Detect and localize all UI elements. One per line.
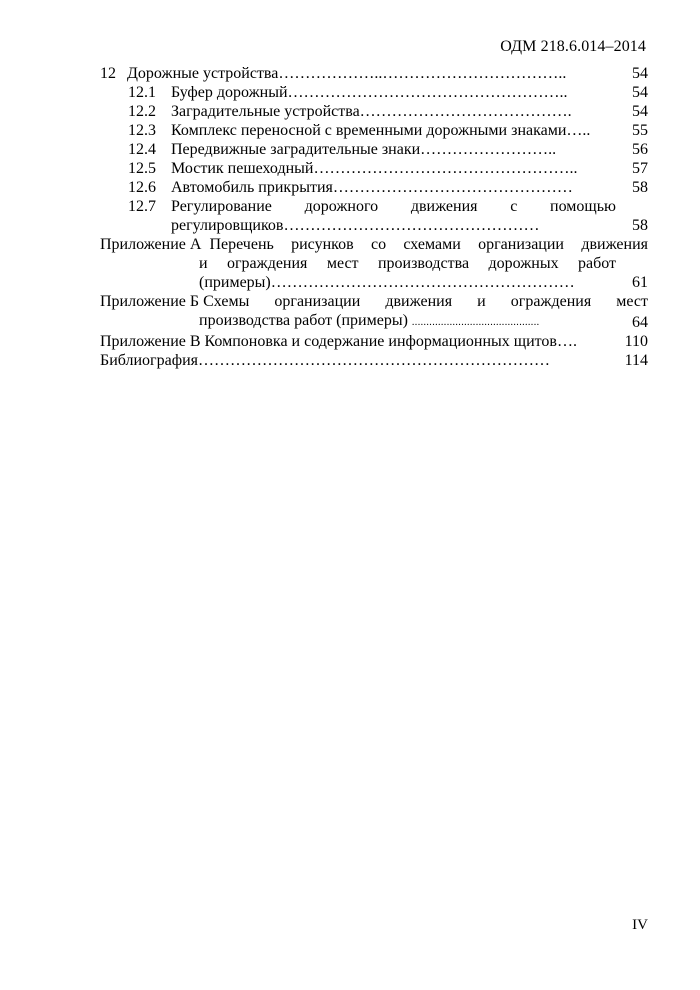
toc-number: 12.4 — [128, 141, 156, 158]
document-code: ОДМ 218.6.014–2014 — [500, 38, 646, 55]
table-of-contents — [100, 64, 648, 370]
toc-page: 54 — [632, 103, 648, 120]
toc-title-line: регулировщиков………………………………………… — [171, 217, 540, 234]
toc-entry-12-7[interactable] — [100, 197, 648, 235]
toc-title: Комплекс переносной с временными дорожными знаками….. — [171, 122, 591, 139]
toc-entry-section-12[interactable] — [100, 64, 648, 83]
toc-entry-12-1[interactable] — [100, 83, 648, 102]
appendix-label: Приложение А — [100, 236, 210, 253]
toc-page: 56 — [632, 141, 648, 158]
toc-entry-bibliography[interactable] — [100, 351, 648, 370]
toc-number: 12.5 — [128, 160, 156, 177]
toc-page: 110 — [624, 333, 648, 350]
toc-entry-appendix-a[interactable] — [100, 235, 648, 292]
toc-title-line: Регулирование дорожного движения с помощью — [171, 198, 616, 215]
toc-number: 12.2 — [128, 103, 156, 120]
toc-number: 12.7 — [128, 198, 156, 215]
toc-title-line: производства работ (примеры) — [199, 312, 408, 329]
toc-page: 64 — [632, 314, 648, 331]
toc-page: 57 — [632, 160, 648, 177]
toc-title-line: Перечень рисунков со схемами организации движения — [209, 236, 648, 253]
toc-title: Передвижные заградительные знаки…………………….. — [171, 141, 557, 158]
toc-entry-12-6[interactable] — [100, 178, 648, 197]
toc-title-line: и ограждения мест производства дорожных работ — [199, 255, 616, 272]
toc-entry-appendix-c[interactable] — [100, 332, 648, 351]
appendix-label: Приложение Б — [100, 293, 204, 310]
toc-title: Заградительные устройства…………………………………. — [171, 103, 572, 120]
toc-page: 58 — [632, 179, 648, 196]
page-number: IV — [632, 917, 648, 933]
toc-entry-appendix-b[interactable] — [100, 292, 648, 332]
toc-title-line: (примеры)………………………………………………… — [199, 274, 575, 291]
toc-page: 114 — [624, 352, 648, 369]
toc-title: Мостик пешеходный………………………………………….. — [171, 160, 578, 177]
toc-page: 55 — [632, 122, 648, 139]
toc-number: 12 — [100, 65, 116, 82]
toc-title: Автомобиль прикрытия……………………………………… — [171, 179, 573, 196]
toc-entry-12-4[interactable] — [100, 140, 648, 159]
toc-title: Приложение В Компоновка и содержание информационных щитов…. — [100, 333, 577, 350]
toc-entry-12-3[interactable] — [100, 121, 648, 140]
toc-number: 12.6 — [128, 179, 156, 196]
toc-page: 58 — [632, 217, 648, 234]
toc-title-block — [171, 197, 616, 235]
toc-page: 61 — [632, 274, 648, 291]
toc-entry-12-2[interactable] — [100, 102, 648, 121]
toc-entry-12-5[interactable] — [100, 159, 648, 178]
toc-page: 54 — [632, 84, 648, 101]
leader-dots: ............................................ — [411, 317, 540, 328]
toc-title-line: Схемы организации движения и ограждения мест — [203, 293, 648, 310]
toc-title: Буфер дорожный…………………………………………….. — [171, 84, 568, 101]
toc-page: 54 — [632, 65, 648, 82]
toc-title: Дорожные устройства………………..…………………………….. — [127, 65, 567, 82]
toc-title: Библиография………………………………………………………… — [100, 352, 550, 369]
toc-number: 12.1 — [128, 84, 156, 101]
toc-number: 12.3 — [128, 122, 156, 139]
